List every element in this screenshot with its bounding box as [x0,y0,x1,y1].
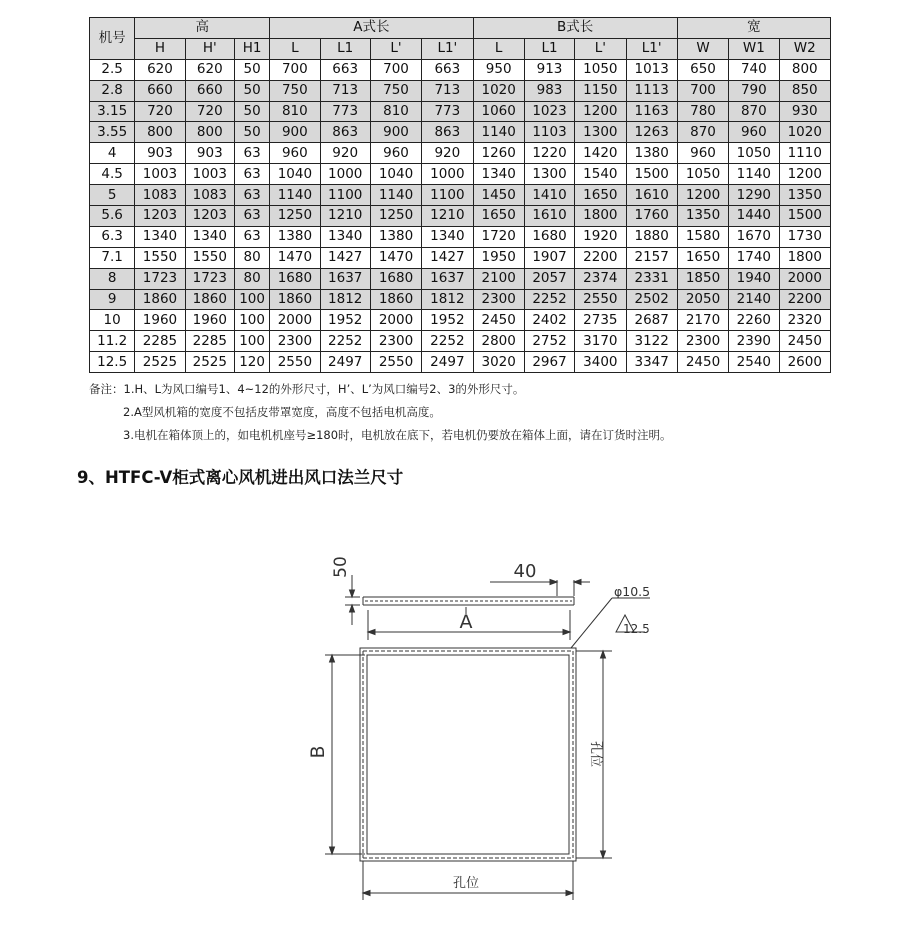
table-row [90,310,831,331]
table-cell: 1250 [370,206,421,227]
table-cell: 1420 [575,143,626,164]
header-col: W [677,38,728,59]
table-cell: 2550 [270,352,320,373]
header-group-height: 高 [135,18,270,39]
table-cell: 740 [729,59,779,80]
flange-drawing [0,480,920,939]
hole-position-bottom-label: 孔位 [452,876,480,891]
table-cell: 2497 [422,352,473,373]
table-cell: 1100 [320,185,370,206]
table-cell: 1580 [677,226,728,247]
table-cell: 2967 [524,352,574,373]
table-cell: 50 [234,101,269,122]
table-cell: 1800 [779,247,831,268]
table-cell: 1470 [370,247,421,268]
table-cell: 1020 [473,80,524,101]
table-cell: 660 [135,80,185,101]
table-cell: 713 [422,80,473,101]
table-cell: 2450 [779,331,831,352]
table-cell: 663 [320,59,370,80]
table-cell: 1960 [185,310,234,331]
table-cell: 2752 [524,331,574,352]
model-cell: 2.5 [90,59,135,80]
table-row [90,331,831,352]
table-cell: 1940 [729,268,779,289]
table-cell: 700 [677,80,728,101]
table-row [90,185,831,206]
table-cell: 1650 [575,185,626,206]
header-model: 机号 [90,18,135,60]
table-cell: 1637 [320,268,370,289]
table-cell: 1470 [270,247,320,268]
table-cell: 80 [234,268,269,289]
model-cell: 4 [90,143,135,164]
table-cell: 720 [185,101,234,122]
table-cell: 2200 [779,289,831,310]
table-cell: 1650 [677,247,728,268]
table-row [90,289,831,310]
table-cell: 780 [677,101,728,122]
table-cell: 1760 [626,206,677,227]
table-row [90,80,831,101]
table-cell: 1550 [185,247,234,268]
label-a: A [459,611,473,633]
table-cell: 2550 [370,352,421,373]
table-cell: 903 [185,143,234,164]
table-cell: 63 [234,143,269,164]
header-col: H [135,38,185,59]
table-cell: 1023 [524,101,574,122]
table-cell: 1163 [626,101,677,122]
table-cell: 2735 [575,310,626,331]
model-cell: 3.15 [90,101,135,122]
table-cell: 1860 [135,289,185,310]
table-cell: 1610 [626,185,677,206]
table-cell: 3170 [575,331,626,352]
note-1: 备注：1.H、L为风口编号1、4~12的外形尺寸，H’、L’为风口编号2、3的外形尺寸。 [89,382,525,396]
table-cell: 1680 [270,268,320,289]
table-cell: 63 [234,226,269,247]
table-row [90,122,831,143]
table-cell: 100 [234,310,269,331]
table-cell: 1113 [626,80,677,101]
table-cell: 663 [422,59,473,80]
model-cell: 10 [90,310,135,331]
table-cell: 2540 [729,352,779,373]
table-cell: 1427 [320,247,370,268]
header-group-a-length: A式长 [270,18,473,39]
table-cell: 63 [234,206,269,227]
table-cell: 2331 [626,268,677,289]
table-cell: 2300 [677,331,728,352]
table-cell: 1103 [524,122,574,143]
table-cell: 800 [185,122,234,143]
table-cell: 1350 [677,206,728,227]
table-cell: 1050 [575,59,626,80]
flange-front-view [360,648,576,861]
table-cell: 1140 [729,164,779,185]
table-row [90,164,831,185]
table-cell: 1907 [524,247,574,268]
table-cell: 1060 [473,101,524,122]
table-cell: 1340 [135,226,185,247]
table-cell: 1740 [729,247,779,268]
dim-b [325,655,365,854]
table-cell: 3400 [575,352,626,373]
table-body [90,59,831,372]
table-cell: 2285 [185,331,234,352]
table-cell: 1200 [575,101,626,122]
table-cell: 1723 [135,268,185,289]
table-row [90,352,831,373]
table-cell: 2260 [729,310,779,331]
table-cell: 1203 [185,206,234,227]
header-col: L1' [422,38,473,59]
table-cell: 1083 [135,185,185,206]
table-cell: 1003 [185,164,234,185]
table-cell: 100 [234,331,269,352]
table-cell: 960 [729,122,779,143]
table-cell: 2300 [270,331,320,352]
table-row [90,268,831,289]
table-cell: 1140 [270,185,320,206]
table-header [90,18,831,60]
table-cell: 1952 [320,310,370,331]
dim-hole-spacing-label: 40 [513,561,537,582]
table-cell: 920 [320,143,370,164]
table-cell: 1960 [135,310,185,331]
header-col: L [270,38,320,59]
note-3: 3.电机在箱体顶上的，如电机机座号≥180时，电机放在底下，若电机仍要放在箱体上面，请在订货时注明。 [123,428,672,442]
table-cell: 1550 [135,247,185,268]
table-cell: 2252 [524,289,574,310]
table-cell: 810 [270,101,320,122]
table-cell: 720 [135,101,185,122]
table-cell: 1500 [779,206,831,227]
table-cell: 930 [779,101,831,122]
header-row-columns [90,38,831,59]
table-cell: 1013 [626,59,677,80]
header-col: H1 [234,38,269,59]
table-cell: 1263 [626,122,677,143]
table-cell: 1500 [626,164,677,185]
table-cell: 1540 [575,164,626,185]
table-cell: 960 [270,143,320,164]
note-2: 2.A型风机箱的宽度不包括皮带罩宽度，高度不包括电机高度。 [123,405,441,419]
table-cell: 1637 [422,268,473,289]
model-cell: 5 [90,185,135,206]
table-cell: 1680 [370,268,421,289]
table-cell: 50 [234,59,269,80]
table-cell: 1730 [779,226,831,247]
table-cell: 2300 [370,331,421,352]
table-cell: 620 [135,59,185,80]
header-row-groups [90,18,831,39]
table-cell: 1440 [729,206,779,227]
table-cell: 2525 [135,352,185,373]
table-cell: 1410 [524,185,574,206]
table-cell: 850 [779,80,831,101]
table-cell: 2525 [185,352,234,373]
table-cell: 1450 [473,185,524,206]
table-cell: 2285 [135,331,185,352]
table-row [90,226,831,247]
table-cell: 1723 [185,268,234,289]
table-cell: 1380 [370,226,421,247]
table-cell: 1003 [135,164,185,185]
table-cell: 1610 [524,206,574,227]
table-cell: 950 [473,59,524,80]
table-cell: 2320 [779,310,831,331]
table-cell: 2000 [270,310,320,331]
model-cell: 9 [90,289,135,310]
table-cell: 660 [185,80,234,101]
table-cell: 920 [422,143,473,164]
table-cell: 1340 [320,226,370,247]
table-cell: 1050 [677,164,728,185]
table-cell: 1800 [575,206,626,227]
table-cell: 1150 [575,80,626,101]
model-cell: 12.5 [90,352,135,373]
table-cell: 700 [270,59,320,80]
table-cell: 2100 [473,268,524,289]
table-cell: 1200 [779,164,831,185]
table-cell: 2450 [473,310,524,331]
table-cell: 713 [320,80,370,101]
flange-side-view [345,597,574,605]
table-row [90,101,831,122]
table-row [90,59,831,80]
table-cell: 1340 [422,226,473,247]
table-cell: 2402 [524,310,574,331]
table-cell: 1250 [270,206,320,227]
table-cell: 903 [135,143,185,164]
table-cell: 700 [370,59,421,80]
table-cell: 1203 [135,206,185,227]
table-cell: 63 [234,185,269,206]
table-cell: 1050 [729,143,779,164]
table-cell: 1680 [524,226,574,247]
table-row [90,247,831,268]
table-cell: 1860 [370,289,421,310]
table-cell: 1000 [320,164,370,185]
hole-position-right-label: 孔位 [588,740,603,768]
table-cell: 1812 [422,289,473,310]
table-cell: 1210 [422,206,473,227]
table-cell: 2200 [575,247,626,268]
table-cell: 3347 [626,352,677,373]
table-cell: 1340 [473,164,524,185]
model-cell: 8 [90,268,135,289]
table-cell: 913 [524,59,574,80]
model-cell: 4.5 [90,164,135,185]
table-cell: 1380 [626,143,677,164]
table-cell: 1952 [422,310,473,331]
table-row [90,206,831,227]
table-cell: 2157 [626,247,677,268]
section-title: 9、HTFC-V柜式离心风机进出风口法兰尺寸 [77,468,404,487]
table-cell: 2170 [677,310,728,331]
table-cell: 870 [729,101,779,122]
table-cell: 2000 [370,310,421,331]
header-col: L1 [320,38,370,59]
spec-table [89,17,831,373]
header-col: W2 [779,38,831,59]
table-cell: 1650 [473,206,524,227]
header-group-b-length: B式长 [473,18,677,39]
table-cell: 63 [234,164,269,185]
table-cell: 773 [320,101,370,122]
header-col: L1 [524,38,574,59]
table-cell: 100 [234,289,269,310]
header-col: H' [185,38,234,59]
table-cell: 1220 [524,143,574,164]
table-cell: 1083 [185,185,234,206]
table-cell: 1140 [370,185,421,206]
model-cell: 5.6 [90,206,135,227]
table-cell: 1860 [185,289,234,310]
model-cell: 6.3 [90,226,135,247]
table-cell: 50 [234,122,269,143]
table-cell: 2252 [422,331,473,352]
header-col: L1' [626,38,677,59]
dim-flange-height-label: 50 [331,556,351,578]
table-cell: 2300 [473,289,524,310]
table-cell: 1720 [473,226,524,247]
table-cell: 1950 [473,247,524,268]
table-cell: 2000 [779,268,831,289]
table-cell: 1140 [473,122,524,143]
table-cell: 790 [729,80,779,101]
hole-diameter-label: φ10.5 [614,584,651,599]
table-cell: 2450 [677,352,728,373]
table-cell: 870 [677,122,728,143]
table-cell: 1380 [270,226,320,247]
table-cell: 50 [234,80,269,101]
table-cell: 1040 [270,164,320,185]
table-cell: 1670 [729,226,779,247]
table-cell: 1300 [575,122,626,143]
table-cell: 2502 [626,289,677,310]
label-b: B [307,745,329,759]
model-cell: 11.2 [90,331,135,352]
table-cell: 3122 [626,331,677,352]
model-cell: 2.8 [90,80,135,101]
table-cell: 750 [370,80,421,101]
table-cell: 900 [270,122,320,143]
dim-hole-spacing [490,580,590,597]
table-cell: 1427 [422,247,473,268]
header-col: L' [575,38,626,59]
table-cell: 1000 [422,164,473,185]
table-cell: 1920 [575,226,626,247]
table-row [90,143,831,164]
table-cell: 80 [234,247,269,268]
table-cell: 2600 [779,352,831,373]
table-cell: 120 [234,352,269,373]
table-cell: 1340 [185,226,234,247]
table-cell: 800 [135,122,185,143]
table-cell: 750 [270,80,320,101]
table-cell: 2140 [729,289,779,310]
table-cell: 773 [422,101,473,122]
table-cell: 1300 [524,164,574,185]
table-cell: 1260 [473,143,524,164]
table-cell: 1850 [677,268,728,289]
table-cell: 1020 [779,122,831,143]
table-cell: 983 [524,80,574,101]
table-cell: 2800 [473,331,524,352]
table-cell: 1290 [729,185,779,206]
header-col: L [473,38,524,59]
dim-flange-height [350,575,355,625]
table-cell: 1210 [320,206,370,227]
header-col: W1 [729,38,779,59]
table-cell: 2687 [626,310,677,331]
table-cell: 2550 [575,289,626,310]
table-cell: 1110 [779,143,831,164]
model-cell: 7.1 [90,247,135,268]
table-cell: 1880 [626,226,677,247]
model-cell: 3.55 [90,122,135,143]
table-cell: 800 [779,59,831,80]
table-cell: 863 [422,122,473,143]
roughness-label: 12.5 [623,622,650,636]
table-cell: 2497 [320,352,370,373]
table-cell: 960 [677,143,728,164]
table-cell: 3020 [473,352,524,373]
table-cell: 1040 [370,164,421,185]
table-cell: 1100 [422,185,473,206]
table-cell: 2390 [729,331,779,352]
table-cell: 2252 [320,331,370,352]
table-cell: 1350 [779,185,831,206]
table-cell: 810 [370,101,421,122]
table-cell: 620 [185,59,234,80]
table-cell: 650 [677,59,728,80]
table-cell: 863 [320,122,370,143]
header-col: L' [370,38,421,59]
table-cell: 1812 [320,289,370,310]
header-group-width: 宽 [677,18,830,39]
table-cell: 2050 [677,289,728,310]
table-cell: 900 [370,122,421,143]
table-cell: 960 [370,143,421,164]
table-cell: 2374 [575,268,626,289]
table-cell: 1200 [677,185,728,206]
table-cell: 2057 [524,268,574,289]
table-cell: 1860 [270,289,320,310]
